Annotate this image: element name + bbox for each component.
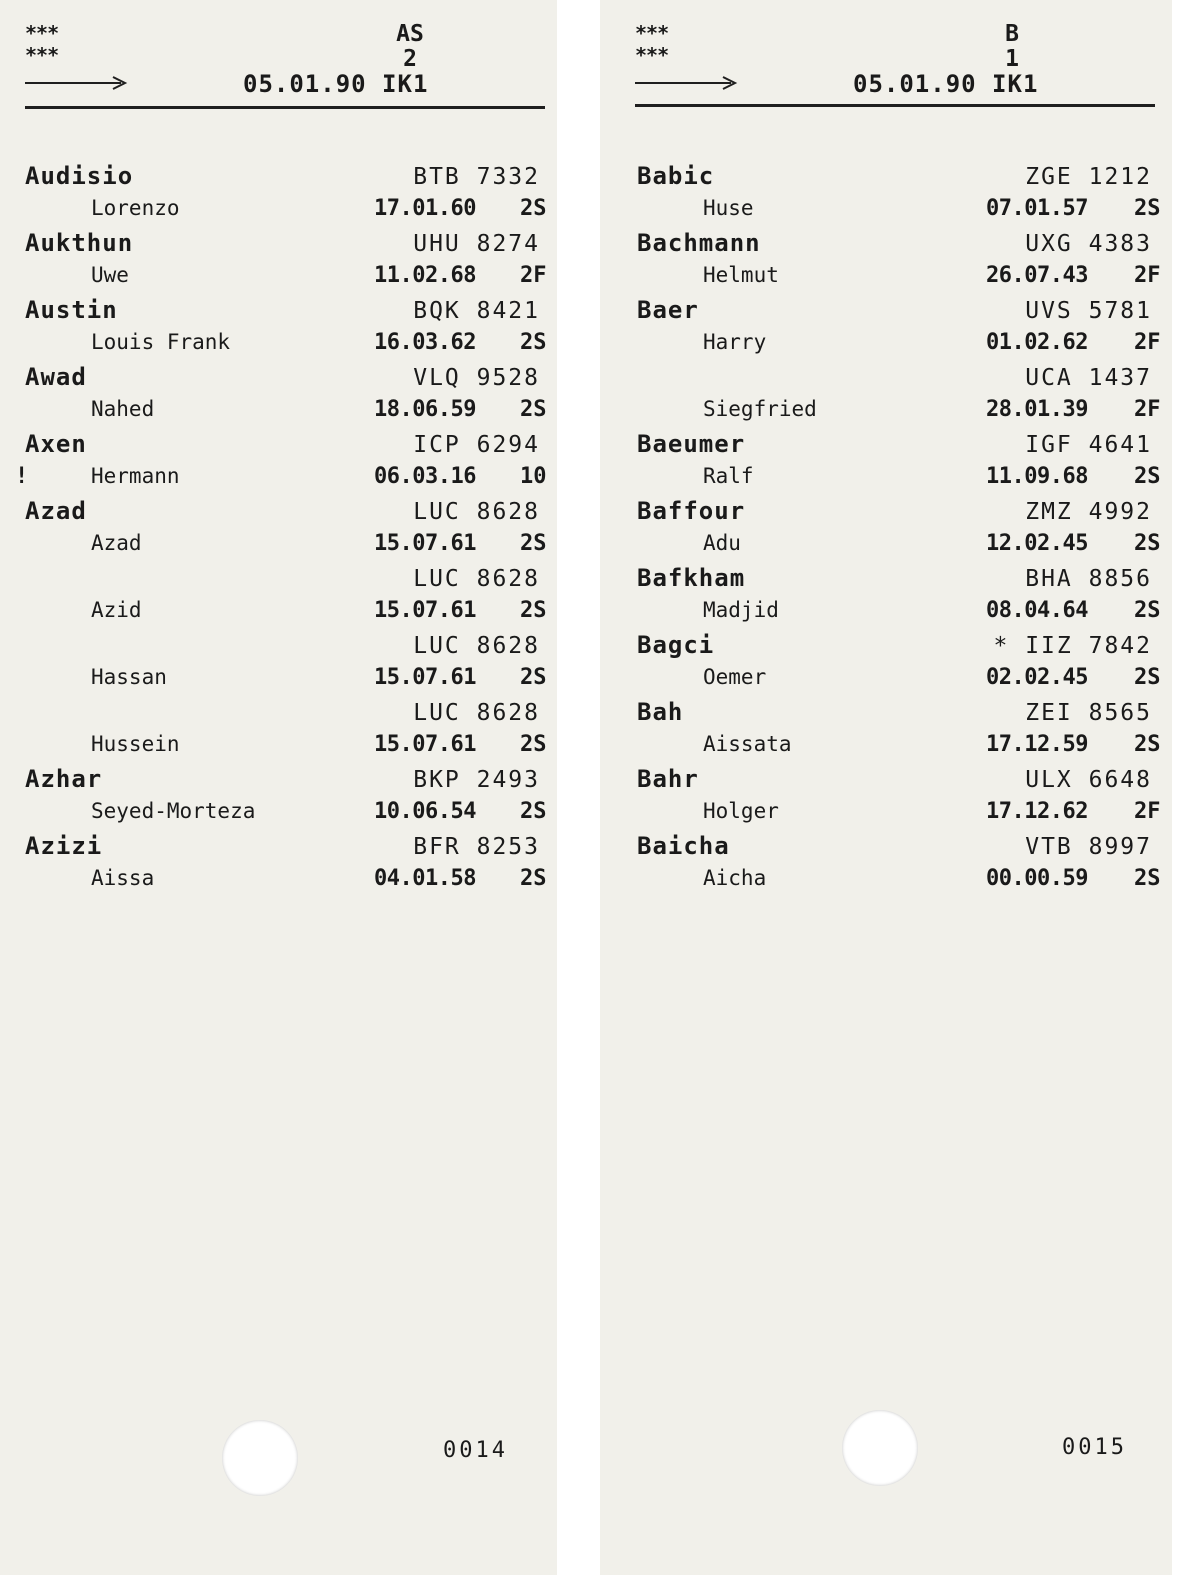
category-code: 2S <box>1134 598 1161 623</box>
category-code: 2S <box>520 799 547 824</box>
record-code: BTB 7332 <box>413 164 540 190</box>
surname: Bachmann <box>637 229 761 257</box>
header-code <box>982 22 1042 72</box>
record-code: UVS 5781 <box>1025 298 1152 324</box>
given-name: Ralf <box>703 464 754 488</box>
given-name: Uwe <box>91 263 129 287</box>
date-of-birth: 06.03.16 <box>374 464 476 489</box>
given-name: Adu <box>703 531 741 555</box>
given-name: Aissa <box>91 866 155 890</box>
surname: Bah <box>637 698 684 726</box>
date-of-birth: 00.00.59 <box>986 866 1088 891</box>
surname: Bahr <box>637 765 699 793</box>
date-of-birth: 08.04.64 <box>986 598 1088 623</box>
category-code: 10 <box>520 464 547 489</box>
surname: Babic <box>637 162 715 190</box>
header-stars-line-2: *** <box>25 43 59 67</box>
surname: Austin <box>25 296 118 324</box>
given-name: Harry <box>703 330 767 354</box>
given-name: Louis Frank <box>91 330 231 354</box>
record-code: ULX 6648 <box>1025 767 1152 793</box>
category-code: 2S <box>520 397 547 422</box>
category-code: 2S <box>520 531 547 556</box>
punch-hole <box>842 1410 918 1486</box>
category-code: 2S <box>1134 665 1161 690</box>
date-of-birth: 11.02.68 <box>374 263 476 288</box>
record-code: * IIZ 7842 <box>993 633 1152 659</box>
given-name: Azad <box>91 531 142 555</box>
header-date-code: 05.01.90 IK1 <box>243 70 429 98</box>
surname: Azizi <box>25 832 103 860</box>
given-name: Madjid <box>703 598 779 622</box>
date-of-birth: 26.07.43 <box>986 263 1088 288</box>
date-of-birth: 15.07.61 <box>374 732 476 757</box>
surname: Azad <box>25 497 87 525</box>
given-name: Holger <box>703 799 779 823</box>
category-code: 2S <box>520 598 547 623</box>
punch-hole <box>222 1420 298 1496</box>
category-code: 2F <box>1134 397 1161 422</box>
record-code: ZGE 1212 <box>1025 164 1152 190</box>
date-of-birth: 16.03.62 <box>374 330 476 355</box>
date-of-birth: 28.01.39 <box>986 397 1088 422</box>
surname: Azhar <box>25 765 103 793</box>
date-of-birth: 15.07.61 <box>374 598 476 623</box>
header-stars-line-1: *** <box>635 21 669 45</box>
date-of-birth: 10.06.54 <box>374 799 476 824</box>
record-code: UCA 1437 <box>1025 365 1152 391</box>
header-code-line-2: 2 <box>403 46 417 72</box>
given-name: Siegfried <box>703 397 817 421</box>
date-of-birth: 15.07.61 <box>374 665 476 690</box>
header-stars <box>635 22 668 66</box>
given-name: Hussein <box>91 732 180 756</box>
given-name: Oemer <box>703 665 767 689</box>
record-code: LUC 8628 <box>413 633 540 659</box>
surname: Bafkham <box>637 564 746 592</box>
given-name: Helmut <box>703 263 779 287</box>
header-rule <box>25 106 545 109</box>
category-code: 2S <box>520 732 547 757</box>
arrow-icon <box>25 76 130 90</box>
record-code: BHA 8856 <box>1025 566 1152 592</box>
date-of-birth: 02.02.45 <box>986 665 1088 690</box>
category-code: 2S <box>1134 732 1161 757</box>
surname: Bagci <box>637 631 715 659</box>
given-name: Lorenzo <box>91 196 180 220</box>
flag-mark: ! <box>15 464 29 489</box>
record-code: BKP 2493 <box>413 767 540 793</box>
date-of-birth: 17.12.59 <box>986 732 1088 757</box>
category-code: 2F <box>520 263 547 288</box>
arrow-icon <box>635 76 740 90</box>
given-name: Azid <box>91 598 142 622</box>
surname: Baicha <box>637 832 730 860</box>
category-code: 2S <box>520 665 547 690</box>
surname: Baeumer <box>637 430 746 458</box>
header-code <box>380 22 440 72</box>
given-name: Aissata <box>703 732 792 756</box>
record-code: LUC 8628 <box>413 700 540 726</box>
header-stars-line-1: *** <box>25 21 59 45</box>
date-of-birth: 04.01.58 <box>374 866 476 891</box>
record-code: BQK 8421 <box>413 298 540 324</box>
date-of-birth: 18.06.59 <box>374 397 476 422</box>
surname: Baffour <box>637 497 746 525</box>
surname: Awad <box>25 363 87 391</box>
category-code: 2F <box>1134 330 1161 355</box>
surname: Audisio <box>25 162 134 190</box>
surname: Baer <box>637 296 699 324</box>
category-code: 2S <box>520 330 547 355</box>
given-name: Huse <box>703 196 754 220</box>
record-code: ZEI 8565 <box>1025 700 1152 726</box>
index-card-left <box>0 0 557 1575</box>
record-code: UHU 8274 <box>413 231 540 257</box>
record-code: UXG 4383 <box>1025 231 1152 257</box>
header-stars <box>25 22 58 66</box>
date-of-birth: 12.02.45 <box>986 531 1088 556</box>
date-of-birth: 17.12.62 <box>986 799 1088 824</box>
header-date-code: 05.01.90 IK1 <box>853 70 1039 98</box>
given-name: Aicha <box>703 866 767 890</box>
surname: Aukthun <box>25 229 134 257</box>
record-code: VLQ 9528 <box>413 365 540 391</box>
date-of-birth: 01.02.62 <box>986 330 1088 355</box>
header-code-line-1: AS <box>396 21 424 47</box>
header-code-line-2: 1 <box>1005 46 1019 72</box>
date-of-birth: 17.01.60 <box>374 196 476 221</box>
given-name: Hassan <box>91 665 167 689</box>
record-code: VTB 8997 <box>1025 834 1152 860</box>
record-code: BFR 8253 <box>413 834 540 860</box>
record-code: ZMZ 4992 <box>1025 499 1152 525</box>
category-code: 2S <box>1134 196 1161 221</box>
category-code: 2S <box>1134 464 1161 489</box>
category-code: 2F <box>1134 263 1161 288</box>
category-code: 2S <box>1134 531 1161 556</box>
category-code: 2S <box>520 866 547 891</box>
record-code: IGF 4641 <box>1025 432 1152 458</box>
category-code: 2F <box>1134 799 1161 824</box>
date-of-birth: 11.09.68 <box>986 464 1088 489</box>
date-of-birth: 15.07.61 <box>374 531 476 556</box>
record-code: LUC 8628 <box>413 566 540 592</box>
card-number: 0015 <box>1062 1435 1127 1460</box>
given-name: Nahed <box>91 397 155 421</box>
category-code: 2S <box>1134 866 1161 891</box>
given-name: Seyed-Morteza <box>91 799 256 823</box>
record-code: LUC 8628 <box>413 499 540 525</box>
header-stars-line-2: *** <box>635 43 669 67</box>
card-number: 0014 <box>443 1438 508 1463</box>
surname: Axen <box>25 430 87 458</box>
date-of-birth: 07.01.57 <box>986 196 1088 221</box>
index-card-right <box>600 0 1172 1575</box>
category-code: 2S <box>520 196 547 221</box>
header-rule <box>635 104 1155 107</box>
given-name: Hermann <box>91 464 180 488</box>
record-code: ICP 6294 <box>413 432 540 458</box>
header-code-line-1: B <box>1005 21 1019 47</box>
